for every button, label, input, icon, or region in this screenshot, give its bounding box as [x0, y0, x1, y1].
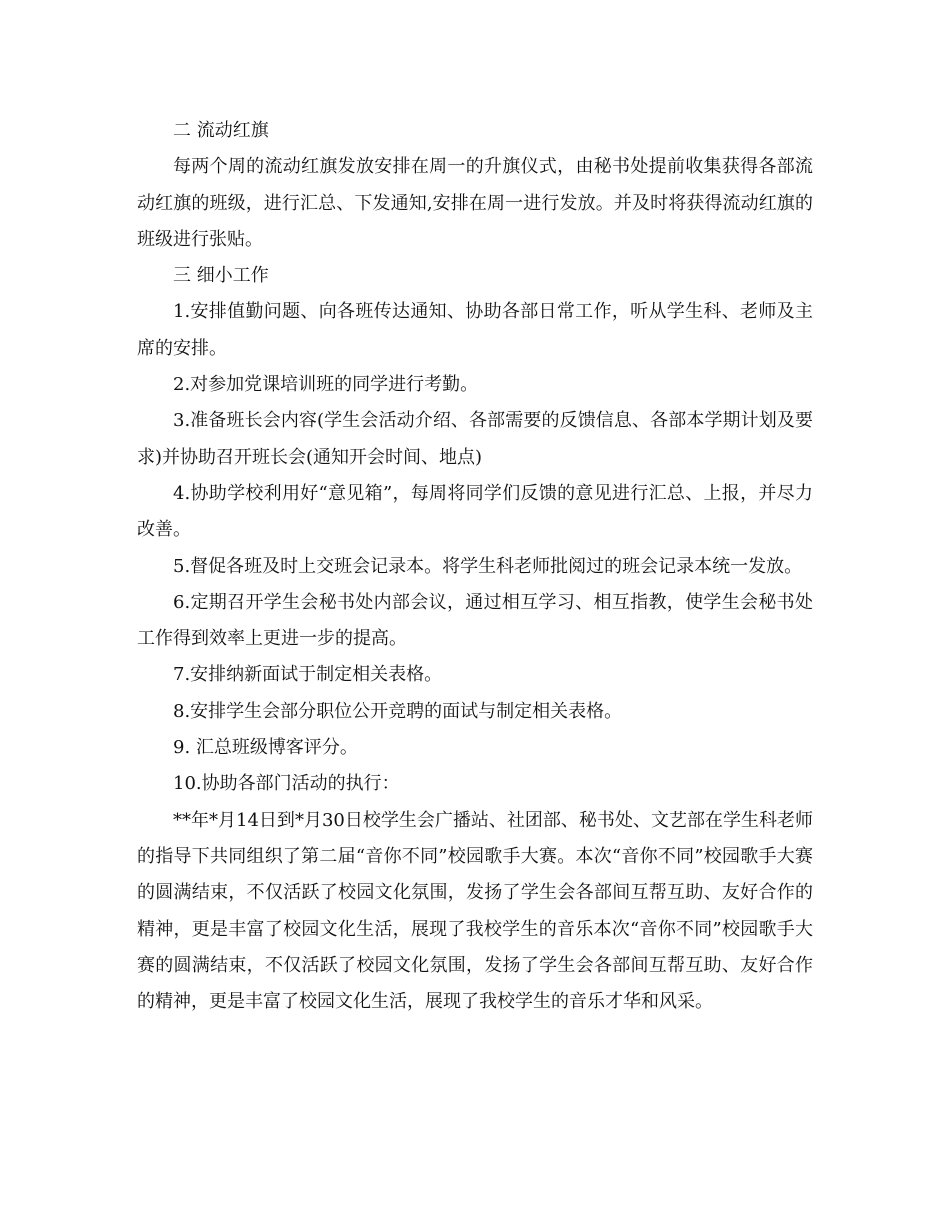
list-item-4: 4.协助学校利用好“意见箱”，每周将同学们反馈的意见进行汇总、上报，并尽力改善。	[137, 482, 813, 541]
paragraph-red-flag: 每两个周的流动红旗发放安排在周一的升旗仪式，由秘书处提前收集获得各部流动红旗的班级，进行汇总、下发通知,安排在周一进行发放。并及时将获得流动红旗的班级进行张贴。	[137, 156, 813, 250]
paragraph-singing-contest: **年*月14日到*月30日校学生会广播站、社团部、秘书处、文艺部在学生科老师的指导下共同组织了第二届“音你不同”校园歌手大赛。本次“音你不同”校园歌手大赛的圆满结束，不仅活跃了校园文化氛围，发扬了学生会各部间互帮互助、友好合作的精神，更是丰富了校园文化生活，展现了我校学生的音乐本次“音你不同”校园歌手大赛的圆满结束，不仅活跃了校园文化氛围，发扬了学生会各部间互帮互助、友好合作的精神，更是丰富了校园文化生活，展现了我校学生的音乐才华和风采。	[137, 809, 813, 1013]
section-heading-red-flag: 二 流动红旗	[173, 120, 269, 141]
list-item-3: 3.准备班长会内容(学生会活动介绍、各部需要的反馈信息、各部本学期计划及要求)并协助召开班长会(通知开会时间、地点)	[137, 410, 813, 468]
list-item-1: 1.安排值勤问题、向各班传达通知、协助各部日常工作，听从学生科、老师及主席的安排。	[137, 301, 813, 359]
list-item-2: 2.对参加党课培训班的同学进行考勤。	[173, 374, 479, 396]
list-item-9: 9. 汇总班级博客评分。	[173, 737, 358, 759]
list-item-6: 6.定期召开学生会秘书处内部会议，通过相互学习、相互指教，使学生会秘书处工作得到效率上更进一步的提高。	[137, 591, 813, 650]
list-item-5: 5.督促各班及时上交班会记录本。将学生科老师批阅过的班会记录本统一发放。	[173, 555, 803, 577]
list-item-7: 7.安排纳新面试于制定相关表格。	[173, 664, 443, 686]
list-item-8: 8.安排学生会部分职位公开竞聘的面试与制定相关表格。	[173, 700, 623, 722]
section-heading-small-tasks: 三 细小工作	[173, 265, 269, 287]
list-item-10: 10.协助各部门活动的执行：	[173, 773, 400, 795]
document-body	[137, 113, 813, 1020]
